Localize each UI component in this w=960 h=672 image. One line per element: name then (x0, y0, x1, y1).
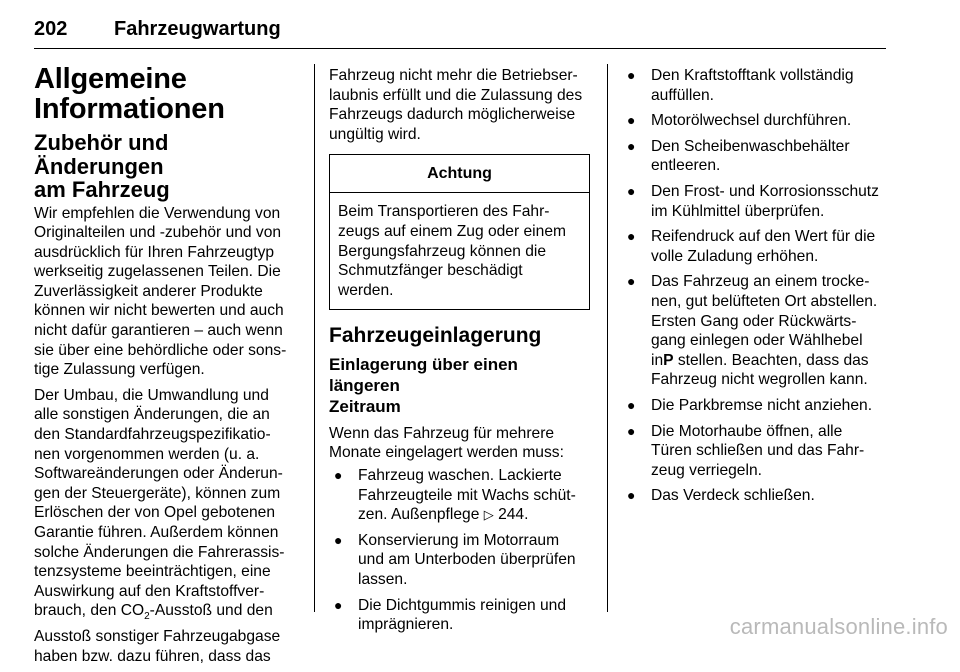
list-item (329, 531, 591, 590)
list-item-text: stellen. Beachten, dass das Fahrzeug nicht wegrollen kann. (651, 351, 869, 389)
bullet-icon: ● (627, 182, 636, 199)
list-item (627, 137, 889, 176)
column-2 (329, 66, 591, 641)
list-item-text: Motorölwechsel durchführen. (651, 112, 852, 130)
list-item-text: Den Frost- und Korrosionsschutz im Kühlmittel überprüfen. (651, 182, 879, 220)
list-item-text: Die Parkbremse nicht anziehen. (651, 396, 873, 414)
page-header (34, 8, 886, 49)
list-item (627, 422, 889, 481)
bullet-icon: ● (627, 137, 636, 154)
page-reference[interactable]: 244. (498, 506, 529, 524)
list-item-text: Den Scheibenwaschbehälter entleeren. (651, 137, 850, 175)
paragraph: Fahrzeug nicht mehr die Betriebser- laubnis erfüllt und die Zulassung des Fahrzeugs dadurch möglicherweise ungültig wird. (329, 67, 583, 143)
bullet-icon: ● (334, 596, 343, 613)
bullet-icon: ● (334, 531, 343, 548)
storage-list (329, 466, 591, 635)
text-run: Der Umbau, die Umwandlung und alle sonstigen Änderungen, die an den Standardfahrzeugspezifikatio- nen vorgenommen werden (u. a. Softwareänderungen oder Änderun- gen der Steuergeräte), können zum Erlöschen der von Opel gebotenen Garantie führen. Außerdem können solche Änderungen die Fahrerassis- tenzsysteme beeinträchtigen, eine Auswirkung auf den Kraftstoffver- brauch, den CO (34, 386, 285, 620)
section-heading: Fahrzeugeinlagerung (329, 324, 542, 348)
bullet-icon: ● (627, 273, 636, 290)
list-item (627, 486, 889, 506)
page-number: 202 (34, 18, 68, 40)
column-divider (314, 64, 315, 612)
bullet-icon: ● (334, 467, 343, 484)
sub-heading: Zubehör und Änderungen am Fahrzeug (34, 130, 170, 202)
warning-text: Beim Transportieren des Fahr- zeugs auf einem Zug oder einem Bergungsfahrzeug können die Schmutzfänger beschädigt werden. (338, 203, 566, 299)
list-item (627, 182, 889, 221)
warning-title: Achtung (330, 155, 589, 193)
list-item-text: Den Kraftstofftank vollständig auffüllen. (651, 67, 854, 104)
subscript: 2 (144, 611, 150, 623)
list-item (329, 466, 591, 525)
main-heading: Allgemeine Informationen (34, 63, 225, 125)
text-run: -Ausstoß und den Ausstoß sonstiger Fahrzeugabgase haben bzw. dazu führen, dass das (34, 602, 281, 665)
list-item-text: Konservierung im Motorraum und am Unterboden überprüfen lassen. (358, 531, 576, 588)
list-item (329, 596, 591, 635)
list-item (627, 227, 889, 266)
paragraph (34, 386, 302, 666)
bullet-icon: ● (627, 487, 636, 504)
gear-position-label: P (663, 351, 674, 369)
bullet-icon: ● (627, 422, 636, 439)
list-item-text: Das Fahrzeug an einem trocke- nen, gut belüfteten Ort abstellen. Ersten Gang oder Rückwärts- gang einlegen oder Wählhebel in (651, 273, 878, 369)
list-item-text: Reifendruck auf den Wert für die volle Zuladung erhöhen. (651, 228, 876, 265)
list-item (627, 111, 889, 131)
bullet-icon: ● (627, 228, 636, 245)
bullet-icon: ● (627, 396, 636, 413)
list-item-text: Fahrzeug waschen. Lackierte Fahrzeugteile mit Wachs schüt- zen. Außenpflege (358, 467, 576, 524)
list-item-text: Das Verdeck schließen. (651, 487, 815, 505)
watermark: carmanualsonline.info (729, 614, 948, 639)
paragraph: Wir empfehlen die Verwendung von Originalteilen und -zubehör und von ausdrücklich für Ihren Fahrzeugtyp werkseitig zugelassenen Teilen. Die Zuverlässigkeit anderer Produkte können wir nicht bewerten und auch nicht dafür garantieren – auch wenn sie über eine behördliche oder sons- tige Zulassung verfügen. (34, 204, 287, 379)
list-item-text: Die Motorhaube öffnen, alle Türen schließen und das Fahr- zeug verriegeln. (651, 422, 865, 479)
paragraph: Wenn das Fahrzeug für mehrere Monate eingelagert werden muss: (329, 424, 564, 462)
column-3 (627, 66, 889, 512)
section-title: Fahrzeugwartung (114, 18, 281, 40)
list-item (627, 272, 889, 390)
list-item-text: Die Dichtgummis reinigen und imprägnieren. (358, 596, 567, 634)
storage-list-continued (627, 66, 889, 506)
subsection-heading: Einlagerung über einen längeren Zeitraum (329, 354, 518, 416)
bullet-icon: ● (627, 67, 636, 83)
column-1 (34, 64, 302, 672)
list-item (627, 396, 889, 416)
warning-box (329, 154, 590, 310)
bullet-icon: ● (627, 112, 636, 129)
list-item (627, 66, 889, 105)
page-reference-icon[interactable]: ▷ (483, 507, 494, 523)
column-divider (607, 64, 608, 612)
